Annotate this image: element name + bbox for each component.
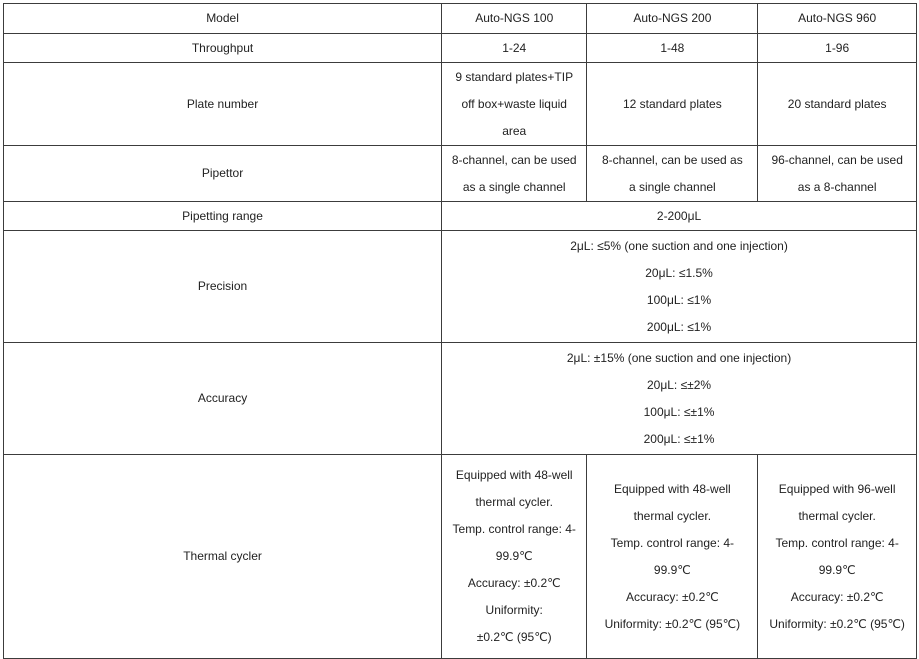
table-cell: 20 standard plates	[758, 63, 917, 146]
table-cell: 2-200μL	[442, 202, 917, 231]
table-cell: 1-48	[587, 34, 758, 63]
table-cell: 1-96	[758, 34, 917, 63]
row-label: Throughput	[4, 34, 442, 63]
table-row-throughput	[4, 34, 917, 63]
table-cell: 9 standard plates+TIP off box+waste liquid area	[442, 63, 587, 146]
table-cell: 12 standard plates	[587, 63, 758, 146]
row-label: Plate number	[4, 63, 442, 146]
table-cell: 96-channel, can be used as a 8-channel	[758, 146, 917, 202]
table-cell: 2μL: ±15% (one suction and one injection) 20μL: ≤±2% 100μL: ≤±1% 200μL: ≤±1%	[442, 343, 917, 455]
table-row-pipetting-range	[4, 202, 917, 231]
row-label: Thermal cycler	[4, 455, 442, 659]
model-header: Auto-NGS 200	[587, 4, 758, 34]
table-cell: 8-channel, can be used as a single channel	[442, 146, 587, 202]
row-label: Precision	[4, 231, 442, 343]
table-row-plate-number	[4, 63, 917, 146]
table-row-pipettor	[4, 146, 917, 202]
table-cell: 8-channel, can be used as a single channel	[587, 146, 758, 202]
table-cell: 2μL: ≤5% (one suction and one injection) 20μL: ≤1.5% 100μL: ≤1% 200μL: ≤1%	[442, 231, 917, 343]
row-label: Pipetting range	[4, 202, 442, 231]
table-row-header	[4, 4, 917, 34]
table-row-thermal-cycler	[4, 455, 917, 659]
table-row-accuracy	[4, 343, 917, 455]
table-row-precision	[4, 231, 917, 343]
spec-table	[3, 3, 917, 659]
model-header: Auto-NGS 100	[442, 4, 587, 34]
table-cell: Equipped with 96-well thermal cycler. Temp. control range: 4- 99.9℃ Accuracy: ±0.2℃ Uniformity: ±0.2℃ (95℃)	[758, 455, 917, 659]
table-cell: Equipped with 48-well thermal cycler. Temp. control range: 4- 99.9℃ Accuracy: ±0.2℃ Uniformity: ±0.2℃ (95℃)	[587, 455, 758, 659]
table-cell: Equipped with 48-well thermal cycler. Temp. control range: 4- 99.9℃ Accuracy: ±0.2℃ Uniformity: ±0.2℃ (95℃)	[442, 455, 587, 659]
row-label: Model	[4, 4, 442, 34]
row-label: Pipettor	[4, 146, 442, 202]
model-header: Auto-NGS 960	[758, 4, 917, 34]
table-cell: 1-24	[442, 34, 587, 63]
row-label: Accuracy	[4, 343, 442, 455]
